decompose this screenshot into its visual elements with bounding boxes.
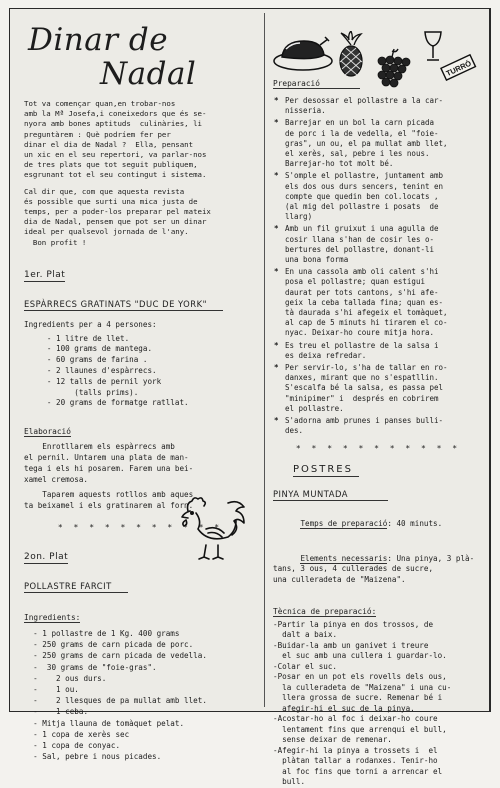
ingredients-intro: Ingredients per a 4 persones: — [24, 319, 157, 329]
elements-label: Elements necessaris — [300, 553, 388, 563]
page-title — [28, 23, 256, 91]
ingredients-list-2: - 1 pollastre de 1 Kg. 400 grams - 250 grams de carn picada de porc. - 250 grams de carn picada de vedella. - 30 grams de "foie-gras". - 2 ous durs. - 1 ou. - 2 llesques de pa mullat amb llet. - 1 ceba. - Mitja llauna de tomàquet pelat. - 1 copa de xerès sec - 1 copa de conyac. - Sal, pebre i nous picades. — [33, 629, 207, 762]
title-line-2: Nadal — [100, 56, 197, 92]
elaboracio-text: Enrotllarem els espàrrecs amb el pernil. Untarem una plata de man- tega i els hi posarem. Farem una bei- xamel cremosa. — [24, 442, 194, 484]
right-column — [273, 71, 483, 788]
intro-paragraph-2: Cal dir que, com que aquesta revista és possible que surti una mica justa de temps, per a poder-los preparar pel mateix dia de Nadal, pensem que pot ser un dinar ideal per qualsevol jornada de l'any. Bon profit ! — [24, 186, 211, 247]
prep-step-8: * S'adorna amb prunes i panses bulli- des. — [273, 416, 483, 436]
prep-step-4: * Amb un fil gruixut i una agulla de cosir llana s'han de cosir les o- bertures del pollastre, donant-li una bona forma — [273, 224, 483, 265]
separator-stars: * * * * * * * * * * * — [57, 523, 223, 532]
title-line-1: Dinar de — [28, 22, 169, 58]
turro-label: TURRÓ — [444, 58, 473, 79]
magazine-page — [9, 8, 491, 787]
ingredients-label: Ingredients: — [24, 613, 81, 622]
tecnica-label: Tècnica de preparació: — [273, 606, 377, 616]
preparacio-steps — [273, 96, 483, 437]
elements-line — [273, 543, 483, 597]
rooster-icon — [170, 493, 252, 561]
elements-value: : Una pinya, 3 plà- tans, 3 ous, 4 cullerades de sucre, una culleradeta de "Maizena". — [273, 553, 475, 585]
elaboracio-label: Elaboració — [24, 427, 71, 437]
intro-paragraph: Tot va començar quan,en trobar-nos amb la Mª Josefa,i coneixedors que és se- nyora amb bones aptituds culinàries, li preguntàrem : Què podríem fer per dinar el dia de Nadal ? Ella, pensant un xic en el seu repertori, va parlar-nos de tres plats que tot seguit publiquem, esgrunant tot el seu contingut i sistema. — [24, 99, 207, 180]
dish-title-esparrecs: ESPÀRRECS GRATINATS "DUC DE YORK" — [24, 299, 223, 311]
prep-step-1: * Per desossar el pollastre a la car- nisseria. — [273, 96, 483, 116]
prep-step-2: * Barrejar en un bol la carn picada de porc i la de vedella, el "foie- gras", un ou, el pa mullat amb llet, el xerès, sal, pebre i les nous. Barrejar-ho tot molt bé. — [273, 118, 483, 169]
left-column — [24, 9, 256, 762]
column-divider — [264, 13, 265, 707]
temps-value: : 40 minuts. — [387, 519, 443, 529]
separator-stars-right: * * * * * * * * * * * — [295, 443, 461, 453]
prep-step-7: * Per servir-lo, s'ha de tallar en ro- danxes, mirant que no s'espatllin. S'escalfa bé la salsa, es passa pel "minipimer" i després en cobrirem el pollastre. — [273, 363, 483, 414]
temps-line — [273, 509, 483, 541]
tecnica-text: -Partir la pinya en dos trossos, de dalt a baix. -Buidar-la amb un ganivet i treure el suc amb una cullera i guardar-lo. -Colar el suc. -Posar en un pot els rovells dels ous, la culleradeta de "Maizena" i una cu- llera grossa de sucre. Remenar bé i afegir-hi el suc de la pinya. -Acostar-ho al foc i deixar-ho coure lentament fins que arrenqui el bull, sense deixar de remenar. -Afegir-hi la pinya a trossets i el plàtan tallar a rodanxes. Tenir-ho al foc fins que torni a arrencar el bull. — [273, 619, 452, 787]
dish-title-pinya: PINYA MUNTADA — [273, 489, 388, 501]
dish-title-pollastre: POLLASTRE FARCIT — [24, 581, 128, 593]
elaboracio-text-2: Taparem aquests rotllos amb aques ta beixamel i els gratinarem al forn. — [24, 490, 194, 511]
section-plat-1: 1er. Plat — [24, 269, 66, 280]
section-postres: POSTRES — [293, 464, 359, 477]
section-plat-2: 2on. Plat — [24, 552, 69, 562]
preparacio-label: Preparació — [273, 79, 360, 89]
temps-label: Temps de preparació — [300, 519, 388, 529]
prep-step-5: * En una cassola amb oli calent s'hi posa el pollastre; quan estigui daurat per tots cantons, s'hi afe- geix la ceba tallada fina; quan es- tà daurada s'hi afegeix el tomàquet, al cap de 5 minuts hi tirarem el co- nyac. Deixar-ho coure mitja hora. — [273, 267, 483, 338]
roast-chicken-icon — [272, 35, 334, 73]
ingredients-list-1: - 1 litre de llet. - 100 grams de mantega. - 60 grams de farina . - 2 llaunes d'espàrrecs. - 12 talls de pernil york (talls prims). - 20 grams de formatge ratllat. — [46, 333, 189, 408]
prep-step-6: * Es treu el pollastre de la salsa i es deixa refredar. — [273, 341, 483, 361]
prep-step-3: * S'omple el pollastre, juntament amb els dos ous durs sencers, tenint en compte que quedin ben col.locats , (al mig del pollastre i posats de llarg) — [273, 171, 483, 222]
